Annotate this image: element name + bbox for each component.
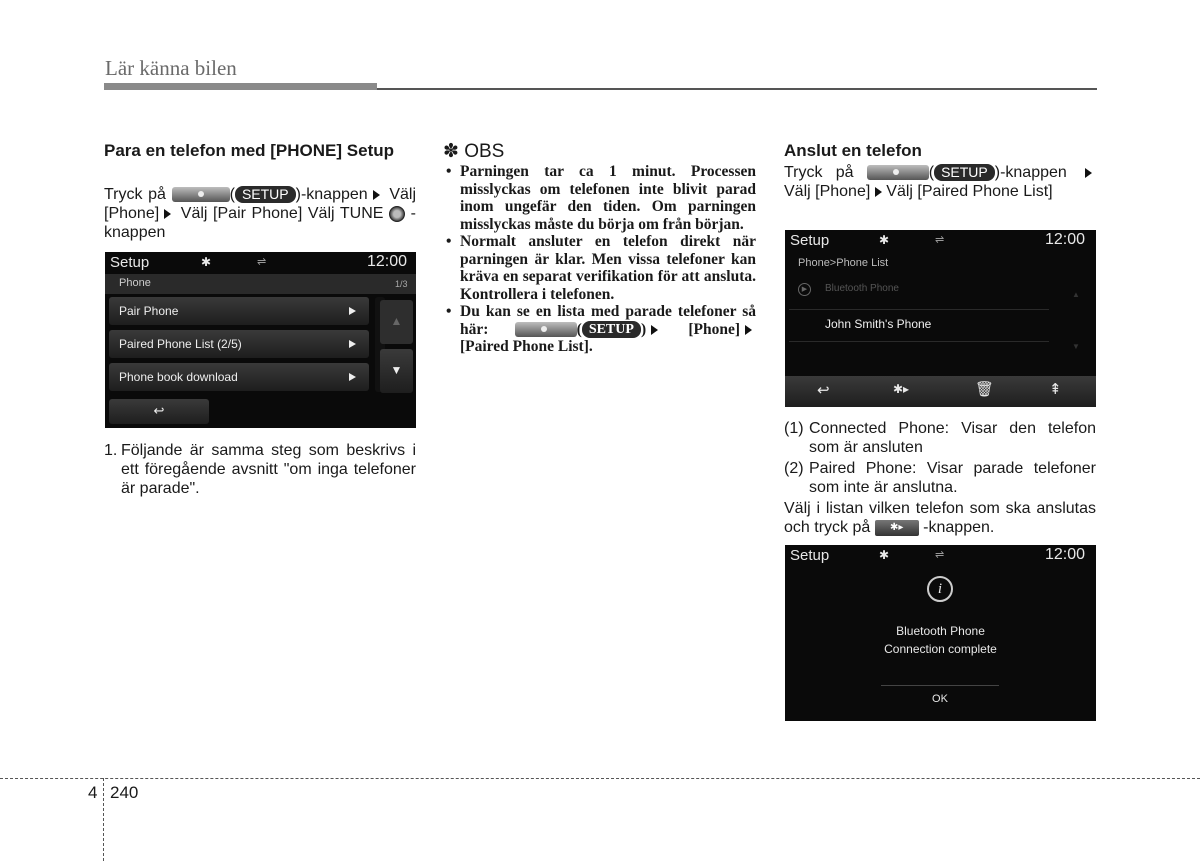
setup-label: SETUP bbox=[582, 321, 641, 338]
obs-item-text: ) bbox=[640, 320, 647, 338]
obs-item-text: Du kan se en lista med parade telefoner så här: bbox=[460, 303, 756, 338]
play-arrow-icon bbox=[349, 340, 356, 348]
select-text-b: -knappen. bbox=[923, 519, 995, 536]
menu-item-pair-phone[interactable] bbox=[109, 297, 369, 325]
message-line-1: Bluetooth Phone bbox=[896, 624, 985, 638]
bluetooth-icon: ✱ bbox=[879, 233, 890, 247]
list-text-1: Connected Phone: Visar den telefon som är ansluten bbox=[809, 420, 1096, 456]
down-arrow-icon: ▼ bbox=[390, 363, 403, 377]
usb-icon: ⇌ bbox=[935, 549, 945, 561]
setup-key-icon bbox=[867, 165, 929, 180]
connect-text-c: Välj [Phone] bbox=[784, 183, 871, 200]
arrow-icon bbox=[164, 209, 171, 219]
bluetooth-connect-key-icon: ✱▸ bbox=[875, 520, 919, 536]
header-rule-thick bbox=[104, 83, 377, 90]
screen-time: 12:00 bbox=[367, 253, 408, 270]
setup-label: SETUP bbox=[934, 164, 995, 181]
pair-instructions: Tryck på ( SETUP )-knappen Välj [Phone] Välj [Pair Phone] Välj TUNE -knappen bbox=[104, 186, 417, 241]
play-arrow-icon bbox=[349, 307, 356, 315]
menu-item-paired-list[interactable] bbox=[109, 330, 369, 358]
message-line-2: Connection complete bbox=[884, 642, 997, 656]
footer-rule bbox=[0, 778, 1200, 779]
scroll-up-icon: ▲ bbox=[1072, 290, 1080, 299]
screen-subheader bbox=[105, 274, 416, 294]
usb-icon: ⇌ bbox=[257, 256, 267, 268]
setup-key-icon bbox=[515, 322, 577, 337]
list-item-paired[interactable]: John Smith's Phone bbox=[825, 317, 932, 331]
obs-item-text: [Phone] bbox=[688, 320, 740, 338]
running-header: Lär känna bilen bbox=[105, 56, 237, 80]
arrow-icon bbox=[651, 325, 658, 335]
menu-item-label: Pair Phone bbox=[119, 304, 179, 318]
footer-divider bbox=[103, 778, 104, 861]
setup-key-icon bbox=[172, 187, 230, 202]
list-num-2: (2) bbox=[784, 460, 804, 477]
menu-item-label: Phone book download bbox=[119, 370, 238, 384]
select-instructions bbox=[784, 499, 1096, 537]
pair-text-e: -knappen bbox=[104, 205, 416, 241]
delete-icon[interactable]: 🗑 bbox=[975, 381, 995, 398]
section-title-pair: Para en telefon med [PHONE] Setup bbox=[104, 141, 394, 160]
pair-text-d: Välj [Pair Phone] Välj TUNE bbox=[180, 205, 384, 222]
bluetooth-icon: ✱ bbox=[879, 548, 890, 562]
scroll-down-icon: ▼ bbox=[1072, 342, 1080, 351]
scroll-down-button[interactable] bbox=[380, 349, 413, 393]
note-text: Följande är samma steg som beskrivs i ett föregående avsnitt "om inga telefoner är parade". bbox=[121, 442, 416, 497]
connect-text-a: Tryck på bbox=[784, 164, 854, 181]
connect-instructions: Tryck på ( SETUP )-knappen Välj [Phone] Välj [Paired Phone List] bbox=[784, 163, 1096, 201]
obs-title: ✽ OBS bbox=[443, 141, 505, 162]
section-title-connect: Anslut en telefon bbox=[784, 141, 922, 160]
page-number: 240 bbox=[110, 783, 139, 802]
arrow-icon bbox=[875, 187, 882, 197]
connect-text-d: Välj [Paired Phone List] bbox=[886, 183, 1053, 200]
menu-item-phonebook[interactable] bbox=[109, 363, 369, 391]
screen-title: Setup bbox=[790, 547, 830, 564]
up-arrow-icon: ▲ bbox=[390, 314, 403, 328]
play-arrow-icon bbox=[349, 373, 356, 381]
screen-connection-complete bbox=[785, 545, 1096, 721]
header-rule-thin bbox=[377, 88, 1097, 90]
back-icon: ↩ bbox=[153, 403, 165, 418]
play-circle-icon: ▶ bbox=[798, 283, 811, 296]
menu-item-label: Paired Phone List (2/5) bbox=[119, 337, 242, 351]
obs-item-text: [Paired Phone List]. bbox=[460, 338, 593, 356]
list-text-2: Paired Phone: Visar parade telefoner som inte är anslutna. bbox=[809, 460, 1096, 496]
connect-text-b: )-knappen bbox=[994, 164, 1067, 181]
screen-time: 12:00 bbox=[1045, 231, 1086, 248]
divider bbox=[789, 341, 1049, 342]
divider bbox=[789, 309, 1049, 310]
pair-text-a: Tryck på bbox=[104, 186, 166, 203]
scroll-up-button[interactable] bbox=[380, 300, 413, 344]
screen-page: 1/3 bbox=[395, 279, 408, 289]
obs-item: • Parningen tar ca 1 minut. Processen misslyckas om telefonen inte blivit parad inom ungefär den tiden. Om parningen misslyckas måste du börja om från början. bbox=[444, 163, 756, 233]
list-num-1: (1) bbox=[784, 420, 804, 437]
screen-path: Phone>Phone List bbox=[798, 257, 889, 269]
bluetooth-connect-icon[interactable]: ✱▸ bbox=[893, 382, 910, 396]
bluetooth-icon: ✱ bbox=[201, 255, 212, 269]
usb-icon: ⇌ bbox=[935, 234, 945, 246]
obs-item: • Normalt ansluter en telefon direkt när parningen är klar. Men vissa telefoner kan kräva en separat verifikation för att ansluta. Kontrollera i telefonen. bbox=[444, 233, 756, 303]
arrow-icon bbox=[373, 190, 380, 200]
screen-time: 12:00 bbox=[1045, 546, 1086, 563]
tune-knob-icon bbox=[389, 206, 405, 222]
arrow-icon bbox=[745, 325, 752, 335]
back-icon[interactable]: ↩ bbox=[817, 382, 830, 399]
info-icon: i bbox=[927, 576, 953, 602]
arrow-icon bbox=[1085, 168, 1092, 178]
pair-text-c: Välj [Phone] bbox=[104, 186, 417, 222]
screen-phone-setup bbox=[105, 252, 416, 428]
top-icon[interactable]: ⇞ bbox=[1049, 381, 1062, 398]
obs-item: • Du kan se en lista med parade telefoner så här: ( SETUP ) [Phone] [Paired Phone List]. bbox=[444, 303, 756, 356]
obs-list bbox=[444, 163, 756, 356]
note-number: 1. bbox=[104, 442, 118, 459]
chapter-number: 4 bbox=[88, 783, 98, 802]
screen-sub: Phone bbox=[119, 277, 151, 289]
screen-phone-list bbox=[785, 230, 1096, 407]
screen-title: Setup bbox=[110, 254, 150, 271]
setup-label: SETUP bbox=[235, 186, 296, 203]
pair-text-b: )-knappen bbox=[295, 186, 368, 203]
back-button[interactable] bbox=[109, 399, 209, 424]
ok-button[interactable]: OK bbox=[881, 685, 999, 712]
list-item-connected[interactable]: Bluetooth Phone bbox=[825, 283, 899, 294]
screen-title: Setup bbox=[790, 232, 830, 249]
select-text-a: Välj i listan vilken telefon som ska anslutas och tryck på bbox=[784, 500, 1096, 536]
